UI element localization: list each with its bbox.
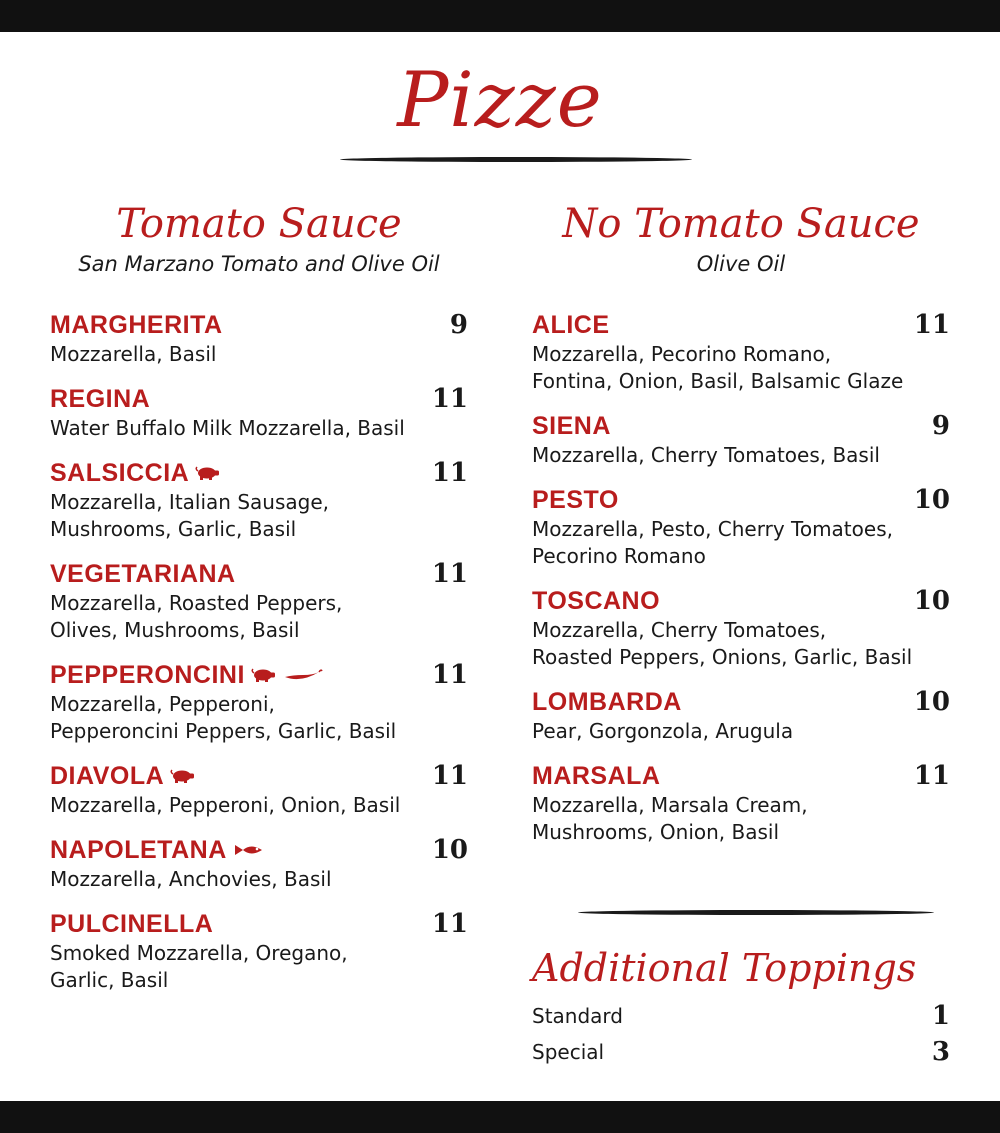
- menu-item: [50, 909, 468, 994]
- menu-item-row: [50, 559, 468, 589]
- menu-item-price: 11: [431, 909, 468, 939]
- menu-item-name-wrap: [532, 687, 682, 717]
- topping-label: Special: [532, 1040, 605, 1064]
- menu-item-row: [50, 310, 468, 340]
- description-line: Pecorino Romano: [532, 544, 706, 568]
- description-line: Mozzarella, Italian Sausage,: [50, 490, 329, 514]
- description-line: Garlic, Basil: [50, 968, 169, 992]
- menu-item-name: REGINA: [50, 385, 151, 413]
- menu-item-name-wrap: [532, 310, 610, 340]
- menu-item-row: [532, 586, 950, 616]
- menu-item: [50, 835, 468, 893]
- additional-toppings-section: [532, 938, 950, 1070]
- section-title: Tomato Sauce: [116, 201, 402, 247]
- tomato-sauce-header: [50, 198, 468, 310]
- description-line: Smoked Mozzarella, Oregano,: [50, 941, 348, 965]
- menu-item-price: 11: [431, 761, 468, 791]
- description-line: Mozzarella, Cherry Tomatoes,: [532, 618, 827, 642]
- menu-item-name: PESTO: [532, 486, 619, 514]
- topping-row: [532, 998, 950, 1034]
- top-band: [0, 0, 1000, 32]
- menu-item-price: 11: [431, 458, 468, 488]
- topping-price: 1: [931, 1001, 950, 1031]
- menu-item: [50, 310, 468, 368]
- menu-item-description: [50, 940, 468, 994]
- section-title: No Tomato Sauce: [562, 201, 920, 247]
- menu-item-name: TOSCANO: [532, 587, 661, 615]
- menu-item-price: 11: [431, 384, 468, 414]
- tomato-sauce-section: [50, 198, 468, 1010]
- section-subtitle: Olive Oil: [696, 252, 786, 276]
- menu-item-description: [50, 415, 468, 442]
- menu-item-description: [532, 442, 950, 469]
- menu-item: [50, 458, 468, 543]
- menu-item-name: PULCINELLA: [50, 910, 214, 938]
- description-line: Mozzarella, Marsala Cream,: [532, 793, 808, 817]
- menu-item: [532, 687, 950, 745]
- menu-item-name-wrap: [532, 485, 619, 515]
- menu-item-description: [50, 341, 468, 368]
- menu-item-price: 11: [431, 660, 468, 690]
- pig-icon: [195, 458, 221, 488]
- menu-item: [50, 559, 468, 644]
- menu-item-name-wrap: [50, 835, 265, 865]
- menu-item-description: [50, 691, 468, 745]
- menu-item-row: [50, 384, 468, 414]
- menu-item-price: 9: [931, 411, 950, 441]
- menu-item: [50, 761, 468, 819]
- menu-item-price: 10: [913, 485, 950, 515]
- description-line: Mozzarella, Pecorino Romano,: [532, 342, 832, 366]
- chili-pepper-icon: [283, 660, 323, 690]
- description-line: Mozzarella, Cherry Tomatoes, Basil: [532, 443, 880, 467]
- menu-item-price: 11: [913, 310, 950, 340]
- menu-item-name: MARGHERITA: [50, 311, 223, 339]
- description-line: Mozzarella, Pepperoni, Onion, Basil: [50, 793, 401, 817]
- description-line: Fontina, Onion, Basil, Balsamic Glaze: [532, 369, 904, 393]
- menu-item: [532, 411, 950, 469]
- description-line: Mozzarella, Pepperoni,: [50, 692, 275, 716]
- menu-item-name: LOMBARDA: [532, 688, 682, 716]
- pig-icon: [170, 761, 196, 791]
- menu-item-price: 10: [913, 687, 950, 717]
- toppings-list: [532, 998, 950, 1070]
- toppings-title: Additional Toppings: [532, 946, 917, 990]
- topping-row: [532, 1034, 950, 1070]
- menu-item-name-wrap: [50, 458, 221, 488]
- menu-item-description: [50, 489, 468, 543]
- menu-item-row: [50, 458, 468, 488]
- description-line: Pepperoncini Peppers, Garlic, Basil: [50, 719, 397, 743]
- menu-item-description: [532, 792, 950, 846]
- tomato-pizza-list: [50, 310, 468, 994]
- menu-item-description: [50, 590, 468, 644]
- description-line: Mushrooms, Onion, Basil: [532, 820, 780, 844]
- description-line: Mushrooms, Garlic, Basil: [50, 517, 297, 541]
- menu-item-name: SALSICCIA: [50, 459, 190, 487]
- menu-item-description: [532, 617, 950, 671]
- menu-item-name-wrap: [532, 411, 611, 441]
- menu-item-description: [532, 341, 950, 395]
- description-line: Mozzarella, Anchovies, Basil: [50, 867, 332, 891]
- menu-item-row: [50, 761, 468, 791]
- menu-item: [50, 660, 468, 745]
- menu-item-name: NAPOLETANA: [50, 836, 227, 864]
- menu-item-description: [50, 792, 468, 819]
- description-line: Mozzarella, Basil: [50, 342, 217, 366]
- menu-item-price: 11: [431, 559, 468, 589]
- menu-item: [50, 384, 468, 442]
- menu-item-name-wrap: [50, 559, 236, 589]
- menu-item-name-wrap: [50, 909, 213, 939]
- menu-item-price: 10: [913, 586, 950, 616]
- menu-item-price: 9: [449, 310, 468, 340]
- menu-item-name-wrap: [532, 586, 660, 616]
- menu-item-name: ALICE: [532, 311, 610, 339]
- topping-price: 3: [931, 1037, 950, 1067]
- menu-item-name: SIENA: [532, 412, 611, 440]
- menu-item: [532, 485, 950, 570]
- menu-item-price: 11: [913, 761, 950, 791]
- menu-item-description: [532, 516, 950, 570]
- fish-icon: [233, 835, 265, 865]
- no-tomato-sauce-section: [532, 198, 950, 862]
- menu-item: [532, 310, 950, 395]
- menu-item-name-wrap: [50, 660, 323, 690]
- menu-item-row: [532, 310, 950, 340]
- description-line: Olives, Mushrooms, Basil: [50, 618, 300, 642]
- menu-item-row: [50, 660, 468, 690]
- menu-item: [532, 761, 950, 846]
- pig-icon: [251, 660, 277, 690]
- menu-item-row: [532, 485, 950, 515]
- description-line: Mozzarella, Pesto, Cherry Tomatoes,: [532, 517, 893, 541]
- title-brush-divider: [340, 157, 692, 162]
- bottom-band: [0, 1101, 1000, 1133]
- menu-item: [532, 586, 950, 671]
- menu-item-name-wrap: [532, 761, 661, 791]
- no-tomato-sauce-header: [532, 198, 950, 310]
- no-tomato-pizza-list: [532, 310, 950, 846]
- menu-item-description: [50, 866, 468, 893]
- description-line: Roasted Peppers, Onions, Garlic, Basil: [532, 645, 913, 669]
- menu-item-name-wrap: [50, 761, 196, 791]
- menu-item-row: [532, 761, 950, 791]
- description-line: Pear, Gorgonzola, Arugula: [532, 719, 794, 743]
- toppings-brush-divider: [578, 910, 934, 915]
- menu-item-description: [532, 718, 950, 745]
- menu-item-name: MARSALA: [532, 762, 661, 790]
- menu-item-name: DIAVOLA: [50, 762, 165, 790]
- section-subtitle: San Marzano Tomato and Olive Oil: [78, 252, 440, 276]
- page-title: Pizze: [397, 55, 603, 144]
- menu-item-name-wrap: [50, 310, 223, 340]
- menu-item-price: 10: [431, 835, 468, 865]
- topping-label: Standard: [532, 1004, 623, 1028]
- menu-item-row: [532, 687, 950, 717]
- description-line: Mozzarella, Roasted Peppers,: [50, 591, 343, 615]
- menu-item-name: VEGETARIANA: [50, 560, 236, 588]
- description-line: Water Buffalo Milk Mozzarella, Basil: [50, 416, 405, 440]
- menu-item-row: [50, 909, 468, 939]
- menu-item-name: PEPPERONCINI: [50, 661, 245, 689]
- menu-item-row: [50, 835, 468, 865]
- menu-item-name-wrap: [50, 384, 150, 414]
- menu-item-row: [532, 411, 950, 441]
